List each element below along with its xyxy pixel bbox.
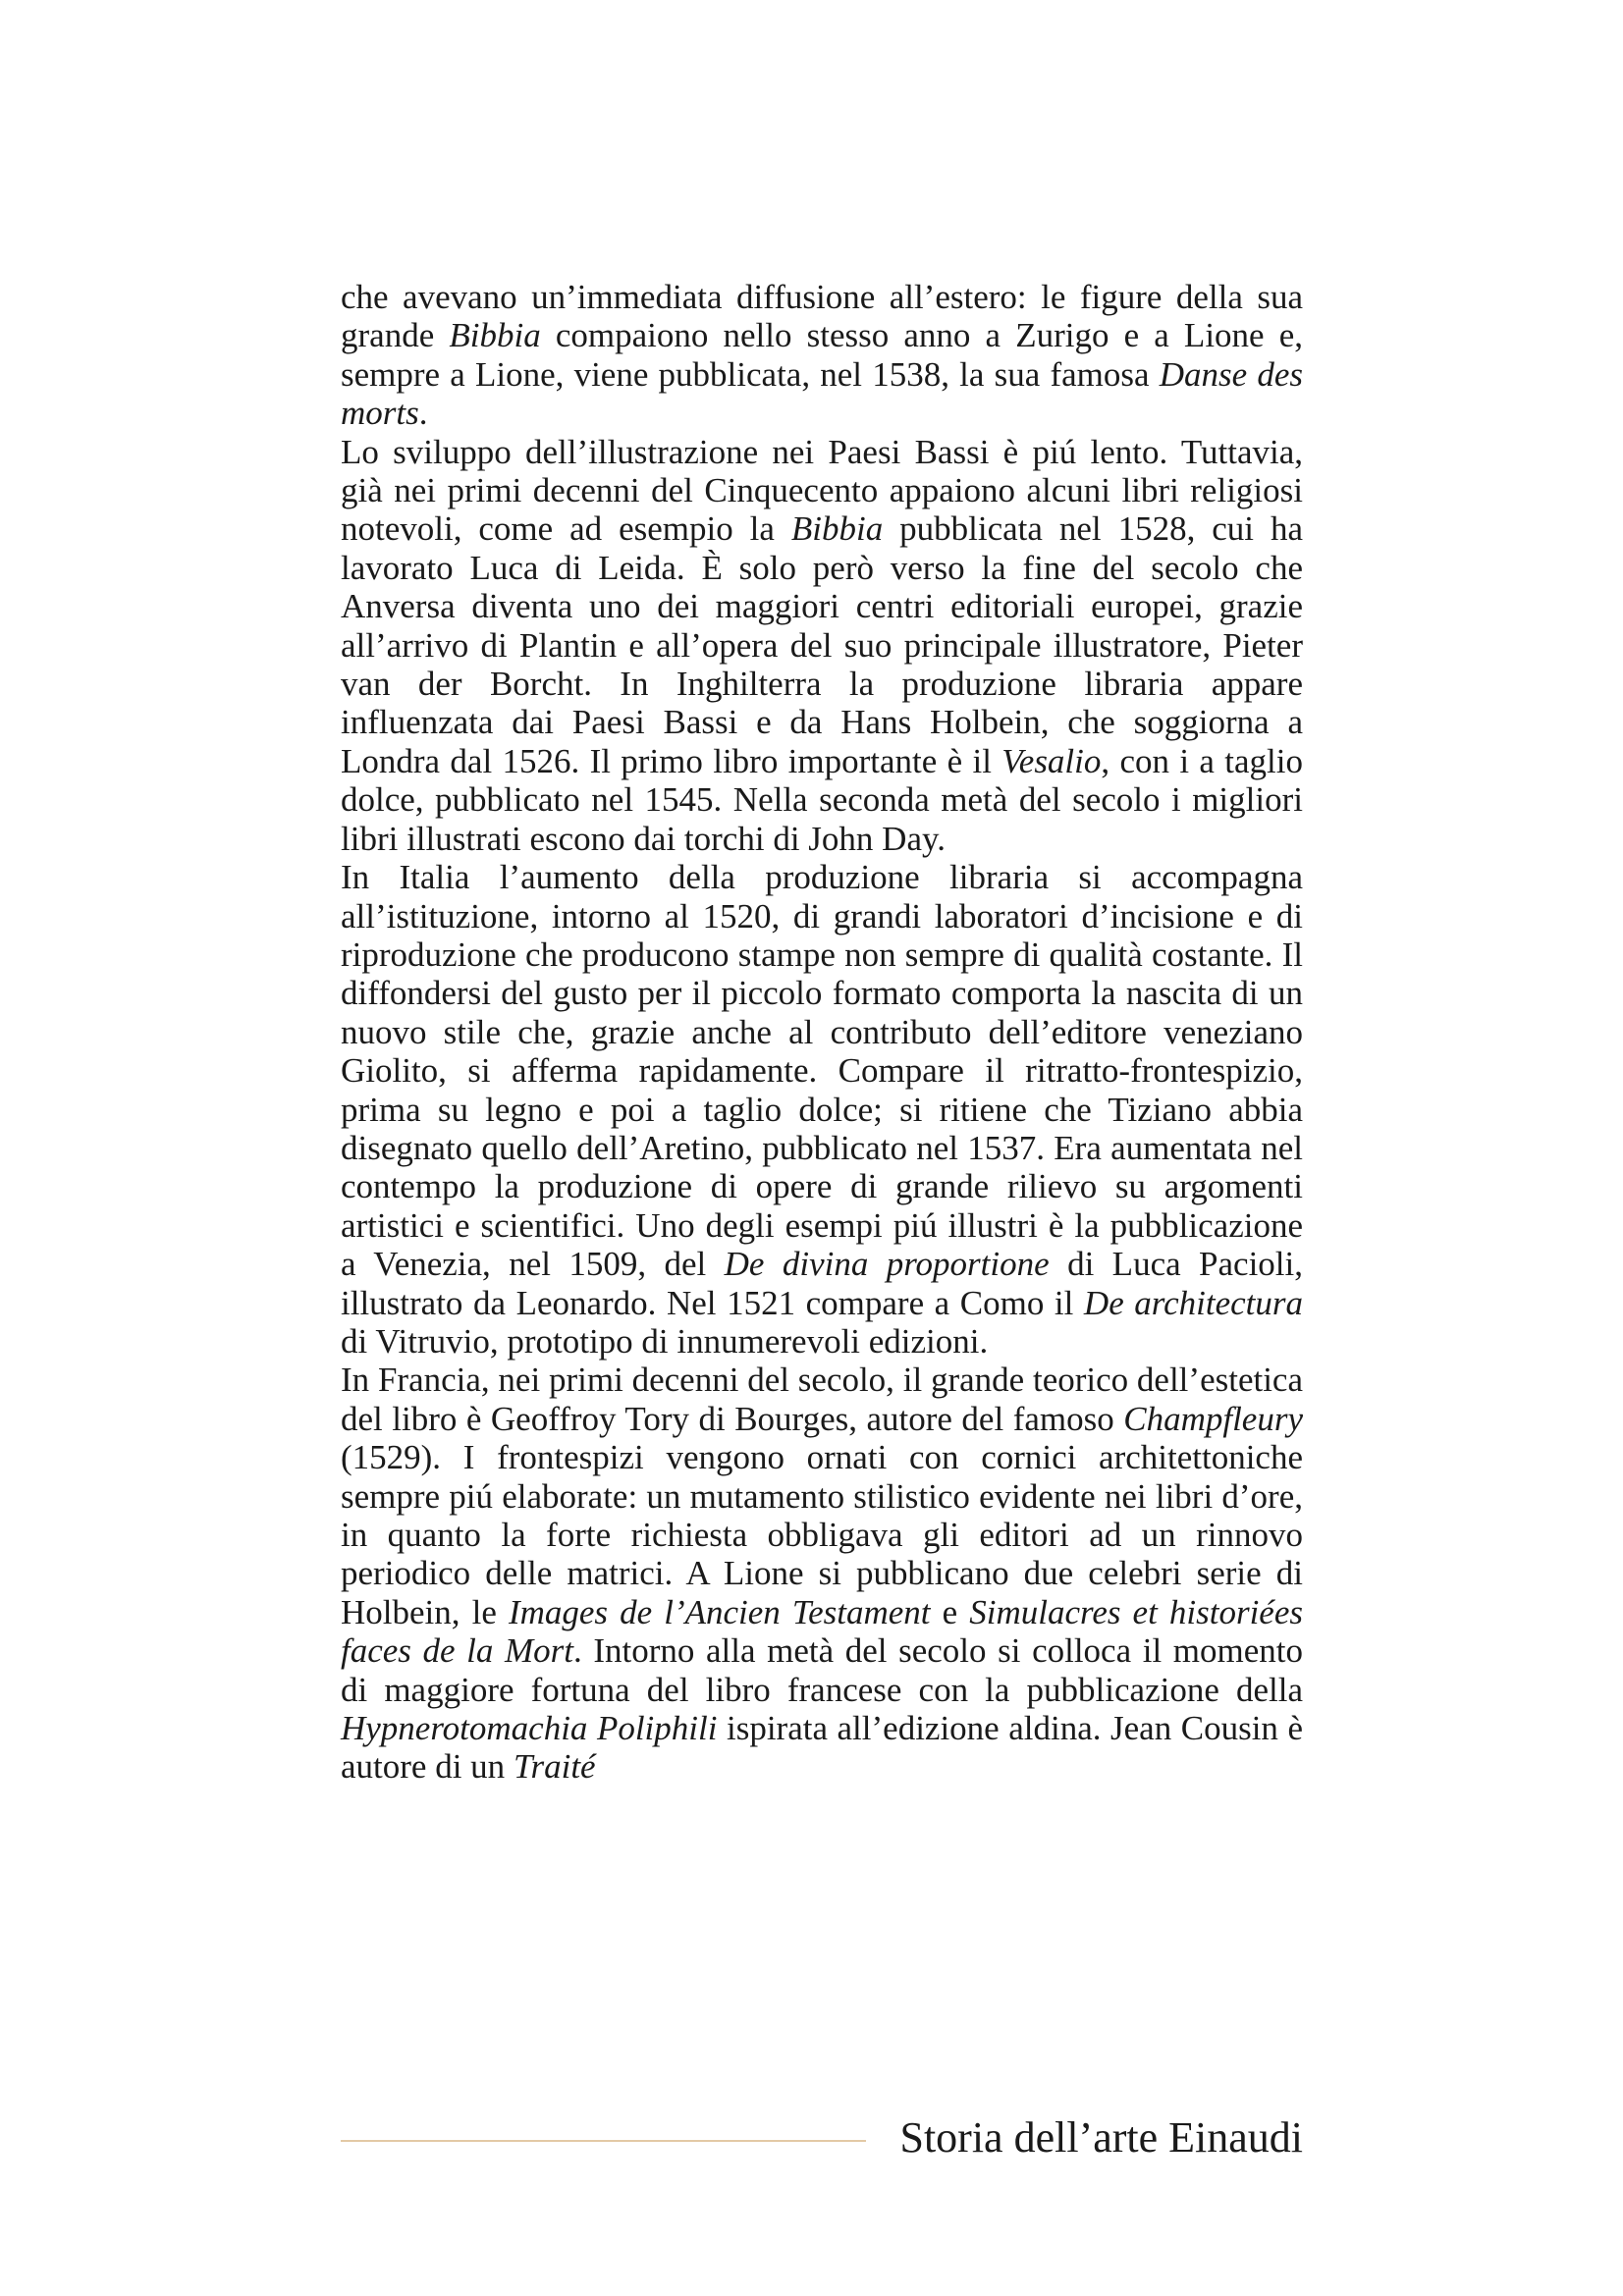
italic-title: Simulacres et historiées faces de la Mort	[341, 1592, 1303, 1671]
paragraph	[341, 433, 1303, 858]
italic-title: De divina proportione	[724, 1245, 1050, 1284]
text-run: Lo sviluppo dell’illustrazione nei Paesi Bassi è piú lento. Tuttavia, già nei primi decenni del Cinquecento appaiono alcuni libri religiosi notevoli, come ad esempio la	[341, 432, 1303, 549]
paragraph	[341, 1361, 1303, 1786]
text-run: (1529). I frontespizi vengono ornati con cornici architettoniche sempre piú elaborate: un mutamento stilistico evidente nei libri d’ore, in quanto la forte richiesta obbligava gli editori ad un rinnovo periodico delle matrici. A Lione si pubblicano due celebri serie di Holbein, le	[341, 1438, 1303, 1631]
text-run: In Italia l’aumento della produzione libraria si accompagna all’istituzione, intorno al 1520, di grandi laboratori d’incisione e di riproduzione che producono stampe non sempre di qualità costante. Il diffondersi del gusto per il piccolo formato comporta la nascita di un nuovo stile che, grazie anche al contributo dell’editore veneziano Giolito, si afferma rapidamente. Compare il ritratto-frontespizio, prima su legno e poi a taglio dolce; si ritiene che Tiziano abbia disegnato quello dell’Aretino, pubblicato nel 1537. Era aumentata nel contempo la produzione di opere di grande rilievo su argomenti artistici e scientifici. Uno degli esempi piú illustri è la pubblicazione a Venezia, nel 1509, del	[341, 858, 1303, 1284]
italic-title: Danse des morts	[341, 354, 1303, 433]
italic-title: Bibbia	[449, 316, 541, 355]
text-run: , con i a taglio dolce, pubblicato nel 1545. Nella seconda metà del secolo i migliori libri illustrati escono dai torchi di John Day.	[341, 741, 1303, 858]
italic-title: Champfleury	[1123, 1399, 1303, 1438]
text-run: .	[418, 394, 428, 433]
text-run: e	[930, 1592, 970, 1631]
text-run: pubblicata nel 1528, cui ha lavorato Luca di Leida. È solo però verso la fine del secolo che Anversa diventa uno dei maggiori centri editoriali europei, grazie all’arrivo di Plantin e all’opera del suo principale illustratore, Pieter van der Borcht. In Inghilterra la produzione libraria appare influenzata dai Paesi Bassi e da Hans Holbein, che soggiorna a Londra dal 1526. Il primo libro importante è il	[341, 509, 1303, 780]
italic-title: Images de l’Ancien Testament	[508, 1592, 931, 1631]
text-run: di Vitruvio, prototipo di innumerevoli edizioni.	[341, 1321, 989, 1361]
paragraph	[341, 278, 1303, 433]
text-run: ispirata all’edizione aldina. Jean Cousin è autore di un	[341, 1709, 1303, 1787]
text-run: In Francia, nei primi decenni del secolo, il grande teorico dell’estetica del libro è Geoffroy Tory di Bourges, autore del famoso	[341, 1361, 1303, 1438]
text-run: . Intorno alla metà del secolo si colloca il momento di maggiore fortuna del libro francese con la pubblicazione della	[341, 1631, 1303, 1709]
italic-title: Vesalio	[1001, 741, 1102, 780]
italic-title: Hypnerotomachia Poliphili	[341, 1709, 718, 1748]
footer-title: Storia dell’arte Einaudi	[899, 2113, 1303, 2162]
body-text	[341, 278, 1303, 1787]
italic-title: Bibbia	[790, 509, 884, 549]
text-run: che avevano un’immediata diffusione all’estero: le figure della sua grande	[341, 278, 1303, 355]
italic-title: Traité	[513, 1747, 596, 1787]
text-run: di Luca Pacioli, illustrato da Leonardo. Nel 1521 compare a Como il	[341, 1245, 1303, 1322]
footer-rule	[341, 2140, 866, 2142]
paragraph	[341, 858, 1303, 1361]
italic-title: De architectura	[1083, 1283, 1304, 1322]
text-run: compaiono nello stesso anno a Zurigo e a Lione e, sempre a Lione, viene pubblicata, nel 1538, la sua famosa	[341, 316, 1303, 394]
